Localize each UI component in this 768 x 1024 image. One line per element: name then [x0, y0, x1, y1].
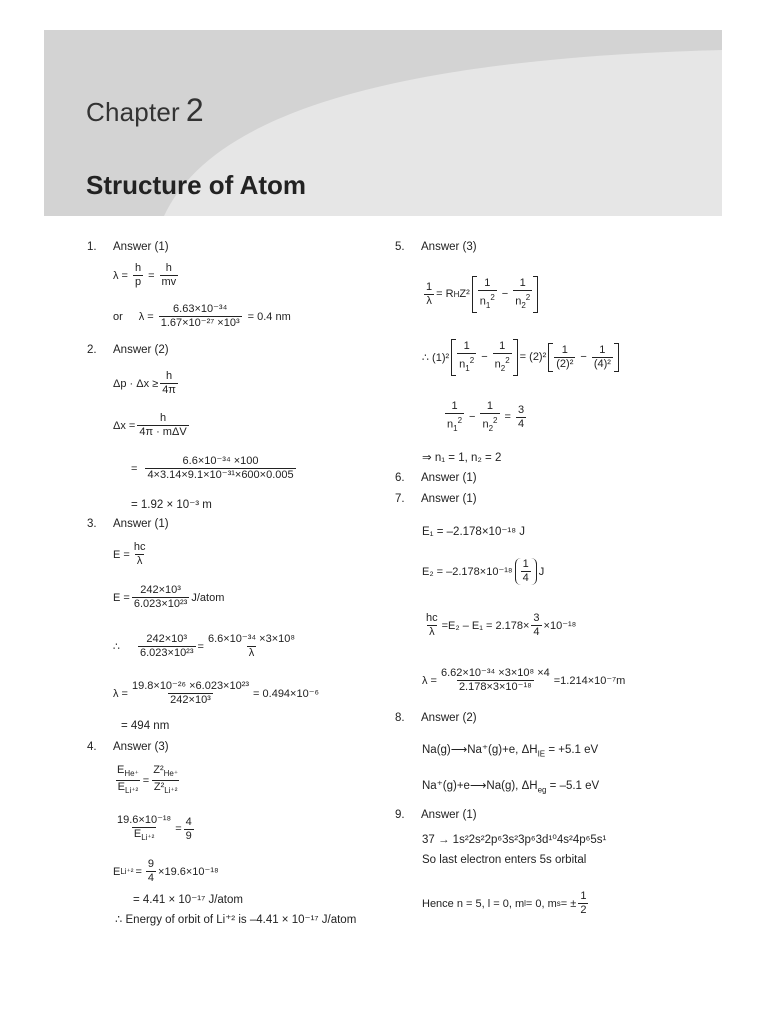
equation-q8-electron-gain: Na⁺(g)+e⟶Na(g), $\Delta H_{eg} = -5.1$ eV [422, 780, 600, 795]
chapter-header [44, 30, 722, 216]
statement-q9: So last electron enters 5s orbital [422, 854, 587, 866]
equation-q1-debroglie: λ = $\frac{h}{p}$ = $\frac{h}{mv}$ [113, 262, 177, 288]
chapter-title: Structure of Atom [86, 170, 307, 200]
equation-q5-rydberg: $\frac{1}{\lambda}$ = R H Z² $\frac{1}{n_1^2}$ − $\frac{1}{n_2^2}$ [422, 276, 540, 313]
equation-q8-ionization: Na(g)⟶Na⁺(g)+e, $\Delta H_{IE} = +5.1$ eV [422, 744, 599, 759]
equation-q5-substitute: ∴ (1)² $\frac{1}{n_1^2}$ − $\frac{1}{n_2^2}$ = (2)² $\frac{1}{\text{(2)²}}$ − $\frac{1}{\text{(4)²}}$ [422, 339, 621, 376]
electron-configuration: 37 → 1s²2s²2p⁶3s²3p⁶3d¹⁰4s²4p⁶5s¹ [422, 834, 607, 846]
chapter-word: Chapter [86, 97, 180, 127]
equation-q3-atom: E = $\frac{\text{242×10³}}{\text{6.023×10²³}}$ J/atom [113, 584, 225, 610]
result-q5: ⇒ n₁ = 1, n₂ = 2 [422, 452, 502, 464]
equation-q2-calc: = $\frac{\text{6.6×10⁻³⁴ ×100}}{\text{4×3.14×9.1×10⁻³¹×600×0.005}}$ [131, 455, 294, 481]
quantum-numbers-q9: Hence n = 5, l = 0, m l = 0, m s = ± $\frac{1}{2}$ [422, 890, 587, 916]
chapter-number: 2 [185, 92, 204, 128]
result-q4: = 4.41 × 10⁻¹⁷ J/atom [133, 894, 243, 906]
equation-q4-value: $\frac{\text{19.6×10⁻¹⁸}}{E_{Li^{+2}}}$ = $\frac{4}{9}$ [117, 814, 192, 843]
equation-q2-deltax: Δx = $\frac{h}{\text{4π · mΔV}}$ [113, 412, 187, 438]
equation-q5-simplify: $\frac{1}{n_1^2}$ − $\frac{1}{n_2^2}$ = $\frac{3}{4}$ [447, 400, 525, 433]
result-q3: = 494 nm [121, 720, 170, 732]
equation-q7-lambda: λ = $\frac{\text{6.62×10⁻³⁴ ×3×10⁸ ×4}}{\text{2.178×3×10⁻¹⁸}}$ =1.214×10⁻⁷m [422, 667, 626, 693]
answer-label: Answer (1) [113, 241, 169, 253]
result-q2: = 1.92 × 10⁻³ m [131, 499, 212, 511]
equation-q7-hc: $\frac{hc}{\lambda}$ =E₂ – E₁ = 2.178× $\frac{3}{4}$ ×10⁻¹⁸ [426, 612, 577, 638]
equation-q7-e1: E₁ = –2.178×10⁻¹⁸ J [422, 526, 526, 538]
equation-q4-ratio: $\frac{E_{He^+}}{E_{Li^{+2}}}$ = $\frac{Z^2_{He^+}}{Z^2_{Li^{+2}}}$ [117, 764, 179, 796]
question-number: 1. [87, 241, 97, 253]
equation-q3-equate: ∴ $\frac{\text{242×10³}}{\text{6.023×10²³}}$ = $\frac{\text{6.6×10⁻³⁴ ×3×10⁸}}{\lambda}$ [113, 633, 295, 659]
chapter-label [86, 92, 204, 129]
equation-q4-eli: E Li⁺² = $\frac{9}{4}$ ×19.6×10⁻¹⁸ [113, 858, 219, 884]
conclusion-q4: ∴ Energy of orbit of Li⁺² is –4.41 × 10⁻¹⁷ J/atom [115, 914, 357, 926]
equation-q2-uncertainty: Δp · Δx ≥ $\frac{h}{4\pi}$ [113, 370, 176, 396]
equation-q3-energy: E = $\frac{hc}{\lambda}$ [113, 541, 146, 567]
equation-q1-calc: or λ = $\frac{\text{6.63×10⁻³⁴}}{\text{1.67×10⁻²⁷ ×10³}}$ = 0.4 nm [113, 303, 291, 329]
equation-q7-e2: E₂ = –2.178×10⁻¹⁸ $\frac{1}{4}$ J [422, 558, 545, 584]
equation-q3-lambda: λ = $\frac{\text{19.8×10⁻²⁶ ×6.023×10²³}}{\text{242×10³}}$ = 0.494×10⁻⁶ [113, 680, 320, 706]
